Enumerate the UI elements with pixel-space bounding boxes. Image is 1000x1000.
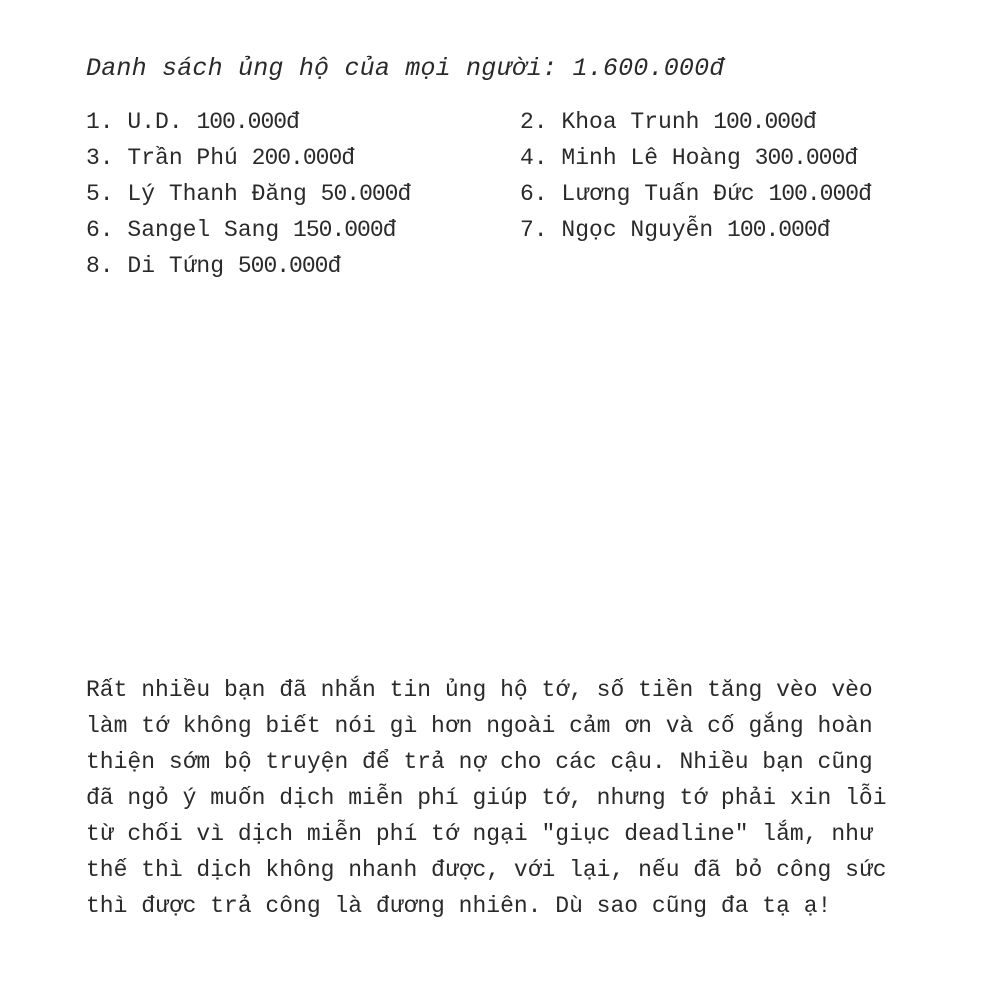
message-line: thì được trả công là đương nhiên. Dù sao cũng đa tạ ạ! [86, 893, 832, 919]
donor-item [86, 140, 520, 176]
donor-item [520, 212, 920, 248]
thank-you-message [86, 672, 926, 924]
donor-item [520, 176, 920, 212]
donor-item [86, 212, 520, 248]
donor-name: 6. Sangel Sang [86, 217, 280, 243]
donor-amount: 100.000đ [196, 109, 299, 135]
donor-item [86, 176, 520, 212]
message-line: đã ngỏ ý muốn dịch miễn phí giúp tớ, nhưng tớ phải xin lỗi [86, 785, 887, 811]
donor-name: 8. Di Tứng [86, 253, 225, 279]
donor-name: 6. Lương Tuấn Đức [520, 181, 755, 207]
donor-amount: 50.000đ [320, 181, 411, 207]
donor-name: 3. Trần Phú [86, 145, 238, 171]
donor-name: 2. Khoa Trunh [520, 109, 700, 135]
donor-item [520, 104, 920, 140]
donor-amount: 100.000đ [713, 109, 816, 135]
donor-name: 1. U.D. [86, 109, 183, 135]
donor-item [86, 104, 520, 140]
donor-name: 7. Ngọc Nguyễn [520, 217, 714, 243]
message-line: làm tớ không biết nói gì hơn ngoài cảm ơn và cố gắng hoàn [86, 713, 873, 739]
donor-amount: 100.000đ [727, 217, 830, 243]
donor-amount: 300.000đ [754, 145, 858, 171]
message-line: Rất nhiều bạn đã nhắn tin ủng hộ tớ, số tiền tăng vèo vèo [86, 677, 873, 703]
donor-amount: 500.000đ [237, 253, 341, 279]
donor-list [86, 104, 916, 284]
donor-item [520, 140, 920, 176]
donor-amount: 100.000đ [768, 181, 871, 207]
message-line: từ chối vì dịch miễn phí tớ ngại "giục deadline" lắm, như [86, 821, 873, 847]
donor-amount: 150.000đ [293, 217, 396, 243]
donor-name: 5. Lý Thanh Đăng [86, 181, 307, 207]
message-line: thế thì dịch không nhanh được, với lại, nếu đã bỏ công sức [86, 857, 887, 883]
donor-name: 4. Minh Lê Hoàng [520, 145, 741, 171]
message-line: thiện sớm bộ truyện để trả nợ cho các cậu. Nhiều bạn cũng [86, 749, 873, 775]
donation-list-title: Danh sách ủng hộ của mọi người: 1.600.000đ [86, 54, 725, 83]
donor-amount: 200.000đ [251, 145, 355, 171]
donor-item [86, 248, 520, 284]
